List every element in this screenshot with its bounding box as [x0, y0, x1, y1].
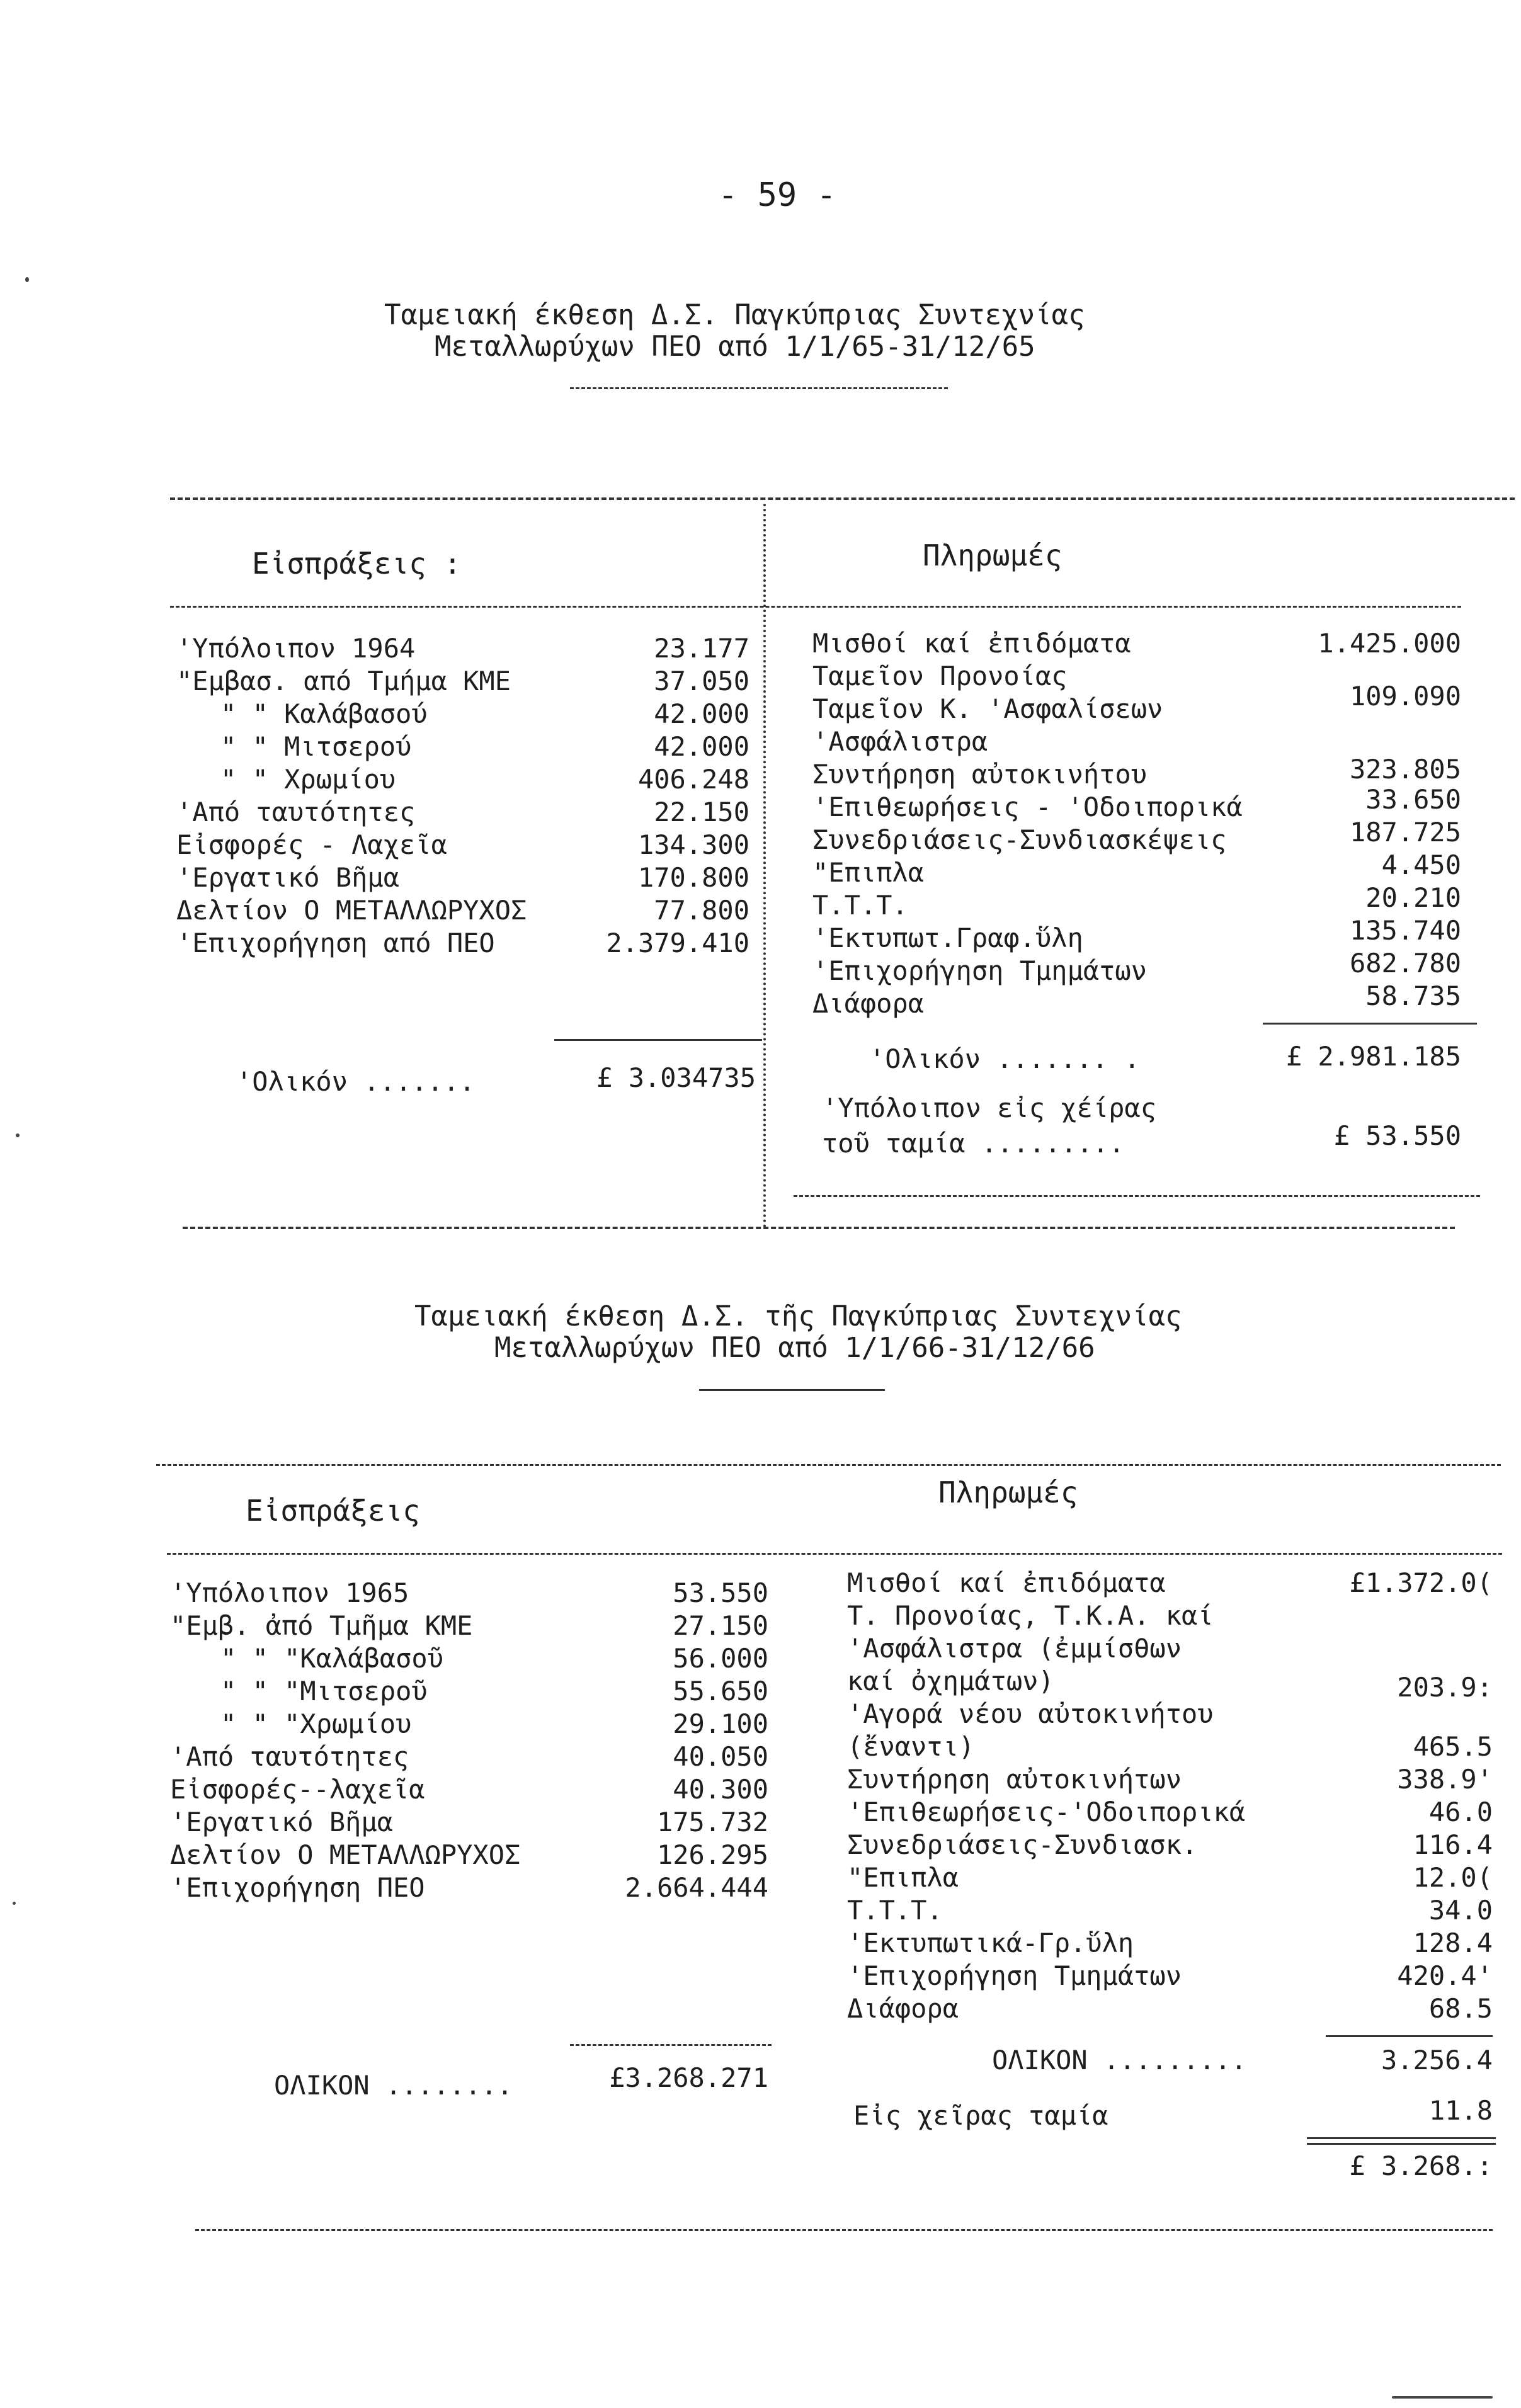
receipt-amount: 170.800 — [637, 862, 749, 893]
receipt-label: Εἰσφορές - Λαχεῖα — [176, 829, 447, 860]
report1-payments-header: Πληρωμές — [923, 538, 1062, 572]
receipt-label: 'Επιχορήγηση ΠΕΟ — [170, 1872, 425, 1903]
receipt-label: 'Από ταυτότητες — [176, 797, 416, 827]
receipt-amount: 42.000 — [654, 698, 749, 729]
receipt-amount: 134.300 — [637, 829, 749, 860]
receipt-label: 'Υπόλοιπον 1965 — [170, 1577, 409, 1608]
payment-amount: 33.650 — [1365, 784, 1461, 815]
report1-receipts-total: £ 3.034735 — [596, 1062, 756, 1093]
payment-amount: 128.4 — [1413, 1928, 1493, 1958]
payment-label: 'Επιχορήγηση Τμημάτων — [812, 955, 1148, 986]
receipt-label: 'Υπόλοιπον 1964 — [176, 633, 416, 664]
receipt-amount: 27.150 — [673, 1610, 768, 1641]
receipt-amount: 22.150 — [654, 797, 749, 827]
report1-balance-label-2: τοῦ ταμία ......... — [822, 1128, 1125, 1159]
receipt-amount: 56.000 — [673, 1643, 768, 1674]
report2-title-line2: Μεταλλωρύχων ΠΕΟ από 1/1/66-31/12/66 — [494, 1332, 1095, 1364]
report2-balance-amount: 11.8 — [1428, 2095, 1493, 2126]
payment-label: 'Αγορά νέου αὐτοκινήτου — [847, 1698, 1214, 1729]
receipt-label: " " "Χρωμίου — [220, 1708, 412, 1739]
payment-amount: 338.9' — [1397, 1764, 1493, 1795]
report2-title-line1: Ταμειακή έκθεση Δ.Σ. τῆς Παγκύπριας Συντεχνίας — [414, 1300, 1182, 1332]
report1-bottom-rule — [183, 1227, 1455, 1229]
report2-grand-total-rule — [1307, 2137, 1496, 2145]
payment-amount: 203.9: — [1397, 1672, 1493, 1703]
report2-payments-total-label: ΟΛΙΚΟΝ ......... — [992, 2045, 1247, 2076]
payment-amount: 116.4 — [1413, 1829, 1493, 1860]
report2-grand-total: £ 3.268.: — [1349, 2150, 1493, 2181]
report1-header-rule — [170, 606, 1461, 608]
payment-label: Διάφορα — [812, 988, 925, 1019]
payment-label: (ἔναντι) — [847, 1731, 975, 1762]
receipt-label: " " Χρωμίου — [220, 764, 396, 795]
report1-top-rule — [170, 497, 1515, 500]
report1-bottom-rule-right — [794, 1195, 1480, 1197]
receipt-amount: 23.177 — [654, 633, 749, 664]
receipt-amount: 406.248 — [637, 764, 749, 795]
receipt-amount: 29.100 — [673, 1708, 768, 1739]
payment-amount: £1.372.0( — [1349, 1567, 1493, 1598]
report1-title-line2: Μεταλλωρύχων ΠΕΟ από 1/1/65-31/12/65 — [435, 331, 1035, 363]
report1-payments-total-label: 'Ολικόν ....... . — [869, 1043, 1140, 1074]
payment-amount: 135.740 — [1349, 915, 1461, 946]
report2-bottom-rule — [195, 2229, 1493, 2231]
receipt-amount: 37.050 — [654, 666, 749, 696]
report1-receipts-total-label: 'Ολικόν ....... — [236, 1066, 476, 1097]
payment-label: 'Ασφάλιστρα — [812, 726, 988, 757]
payment-label: Ταμεῖον Προνοίας — [812, 661, 1068, 691]
report1-receipts-total-rule — [554, 1039, 762, 1041]
payment-label: Συντήρηση αὐτοκινήτου — [812, 759, 1148, 790]
report1-payments-total: £ 2.981.185 — [1285, 1041, 1461, 1072]
receipt-amount: 53.550 — [673, 1577, 768, 1608]
report2-payments-total-rule — [1326, 2035, 1493, 2037]
report2-receipts-total: £3.268.271 — [609, 2062, 768, 2093]
receipt-amount: 175.732 — [656, 1807, 768, 1837]
report1-balance-amount: £ 53.550 — [1333, 1120, 1461, 1151]
payment-label: "Επιπλα — [847, 1862, 959, 1893]
payment-label: Διάφορα — [847, 1993, 959, 2024]
payment-amount: 20.210 — [1365, 882, 1461, 913]
payment-label: 'Επιθεωρήσεις - 'Οδοιπορικά — [812, 792, 1243, 822]
payment-amount: 68.5 — [1428, 1993, 1493, 2024]
receipt-amount: 42.000 — [654, 731, 749, 762]
receipt-label: 'Από ταυτότητες — [170, 1741, 409, 1772]
report1-title-line1: Ταμειακή έκθεση Δ.Σ. Παγκύπριας Συντεχνίας — [384, 299, 1085, 331]
receipt-amount: 77.800 — [654, 895, 749, 926]
report1-title-underline — [570, 387, 948, 389]
receipt-label: " " "Καλάβασοῦ — [220, 1643, 444, 1674]
payment-label: 'Εκτυπωτικά-Γρ.ὕλη — [847, 1928, 1134, 1958]
receipt-label: 'Εργατικό Βῆμα — [176, 862, 400, 893]
payment-label: Συνεδριάσεις-Συνδιασκέψεις — [812, 824, 1227, 855]
report1-column-divider — [763, 504, 766, 1228]
payment-label: Τ.Τ.Τ. — [847, 1895, 943, 1926]
report2-title-underline — [699, 1389, 885, 1391]
report2-receipts-total-rule — [570, 2044, 772, 2046]
receipt-amount: 126.295 — [656, 1839, 768, 1870]
receipt-label: 'Εργατικό Βῆμα — [170, 1807, 394, 1837]
scan-speck — [13, 1902, 16, 1905]
payment-label: Τ. Προνοίας, Τ.Κ.Α. καί — [847, 1600, 1214, 1631]
scan-speck — [16, 1133, 20, 1137]
receipt-label: "Εμβ. ἀπό Τμῆμα ΚΜΕ — [170, 1610, 473, 1641]
receipt-amount: 2.379.410 — [606, 928, 749, 958]
receipt-label: Δελτίον Ο ΜΕΤΑΛΛΩΡΥΧΟΣ — [176, 895, 527, 926]
payment-amount: 58.735 — [1365, 980, 1461, 1011]
receipt-label: " " "Μιτσεροῦ — [220, 1676, 428, 1707]
payment-amount: 465.5 — [1413, 1731, 1493, 1762]
payment-label: "Επιπλα — [812, 857, 925, 888]
payment-amount: 34.0 — [1428, 1895, 1493, 1926]
payment-label: 'Επιχορήγηση Τμημάτων — [847, 1960, 1182, 1991]
receipt-label: 'Επιχορήγηση από ΠΕΟ — [176, 928, 495, 958]
payment-amount: 4.450 — [1381, 849, 1461, 880]
payment-label: Ταμεῖον Κ. 'Ασφαλίσεων — [812, 693, 1163, 724]
report1-payments-total-rule — [1263, 1023, 1477, 1025]
page-number: - 59 - — [718, 176, 836, 214]
report2-receipts-header: Εἰσπράξεις — [246, 1494, 420, 1528]
scan-speck — [1392, 2396, 1493, 2399]
report2-receipts-total-label: ΟΛΙΚΟΝ ........ — [274, 2070, 513, 2101]
payment-amount: 187.725 — [1349, 817, 1461, 848]
report2-header-rule — [167, 1553, 1502, 1555]
report2-payments-total: 3.256.4 — [1381, 2045, 1493, 2076]
payment-label: Συνεδριάσεις-Συνδιασκ. — [847, 1829, 1198, 1860]
payment-label: καί ὀχημάτων) — [847, 1666, 1054, 1696]
payment-amount: 323.805 — [1349, 754, 1461, 785]
report2-balance-label: Εἰς χεῖρας ταμία — [853, 2100, 1108, 2131]
payment-amount: 46.0 — [1428, 1797, 1493, 1827]
payment-amount: 682.780 — [1349, 948, 1461, 979]
payment-amount: 109.090 — [1349, 681, 1461, 712]
payment-amount: 1.425.000 — [1318, 628, 1461, 659]
payment-amount: 420.4' — [1397, 1960, 1493, 1991]
receipt-label: " " Μιτσερού — [220, 731, 412, 762]
payment-label: Τ.Τ.Τ. — [812, 890, 908, 921]
receipt-label: Δελτίον Ο ΜΕΤΑΛΛΩΡΥΧΟΣ — [170, 1839, 521, 1870]
payment-label: 'Εκτυπωτ.Γραφ.ὕλη — [812, 923, 1083, 953]
receipt-amount: 2.664.444 — [625, 1872, 768, 1903]
receipt-label: Εἰσφορές--λαχεῖα — [170, 1774, 425, 1805]
payment-label: Μισθοί καί ἐπιδόματα — [847, 1567, 1166, 1598]
report2-top-rule — [156, 1464, 1501, 1466]
payment-label: 'Επιθεωρήσεις-'Οδοιπορικά — [847, 1797, 1246, 1827]
report1-receipts-header: Εἰσπράξεις : — [252, 547, 462, 581]
scan-speck — [25, 277, 29, 282]
report1-balance-label-1: 'Υπόλοιπον εἰς χέίρας — [822, 1093, 1157, 1123]
receipt-label: "Εμβασ. από Τμήμα ΚΜΕ — [176, 666, 511, 696]
receipt-label: " " Καλάβασού — [220, 698, 428, 729]
payment-label: 'Ασφάλιστρα (ἐμμίσθων — [847, 1633, 1182, 1664]
receipt-amount: 40.050 — [673, 1741, 768, 1772]
receipt-amount: 55.650 — [673, 1676, 768, 1707]
report2-payments-header: Πληρωμές — [938, 1475, 1078, 1509]
payment-label: Μισθοί καί ἐπιδόματα — [812, 628, 1131, 659]
payment-amount: 12.0( — [1413, 1862, 1493, 1893]
receipt-amount: 40.300 — [673, 1774, 768, 1805]
payment-label: Συντήρηση αὐτοκινήτων — [847, 1764, 1182, 1795]
